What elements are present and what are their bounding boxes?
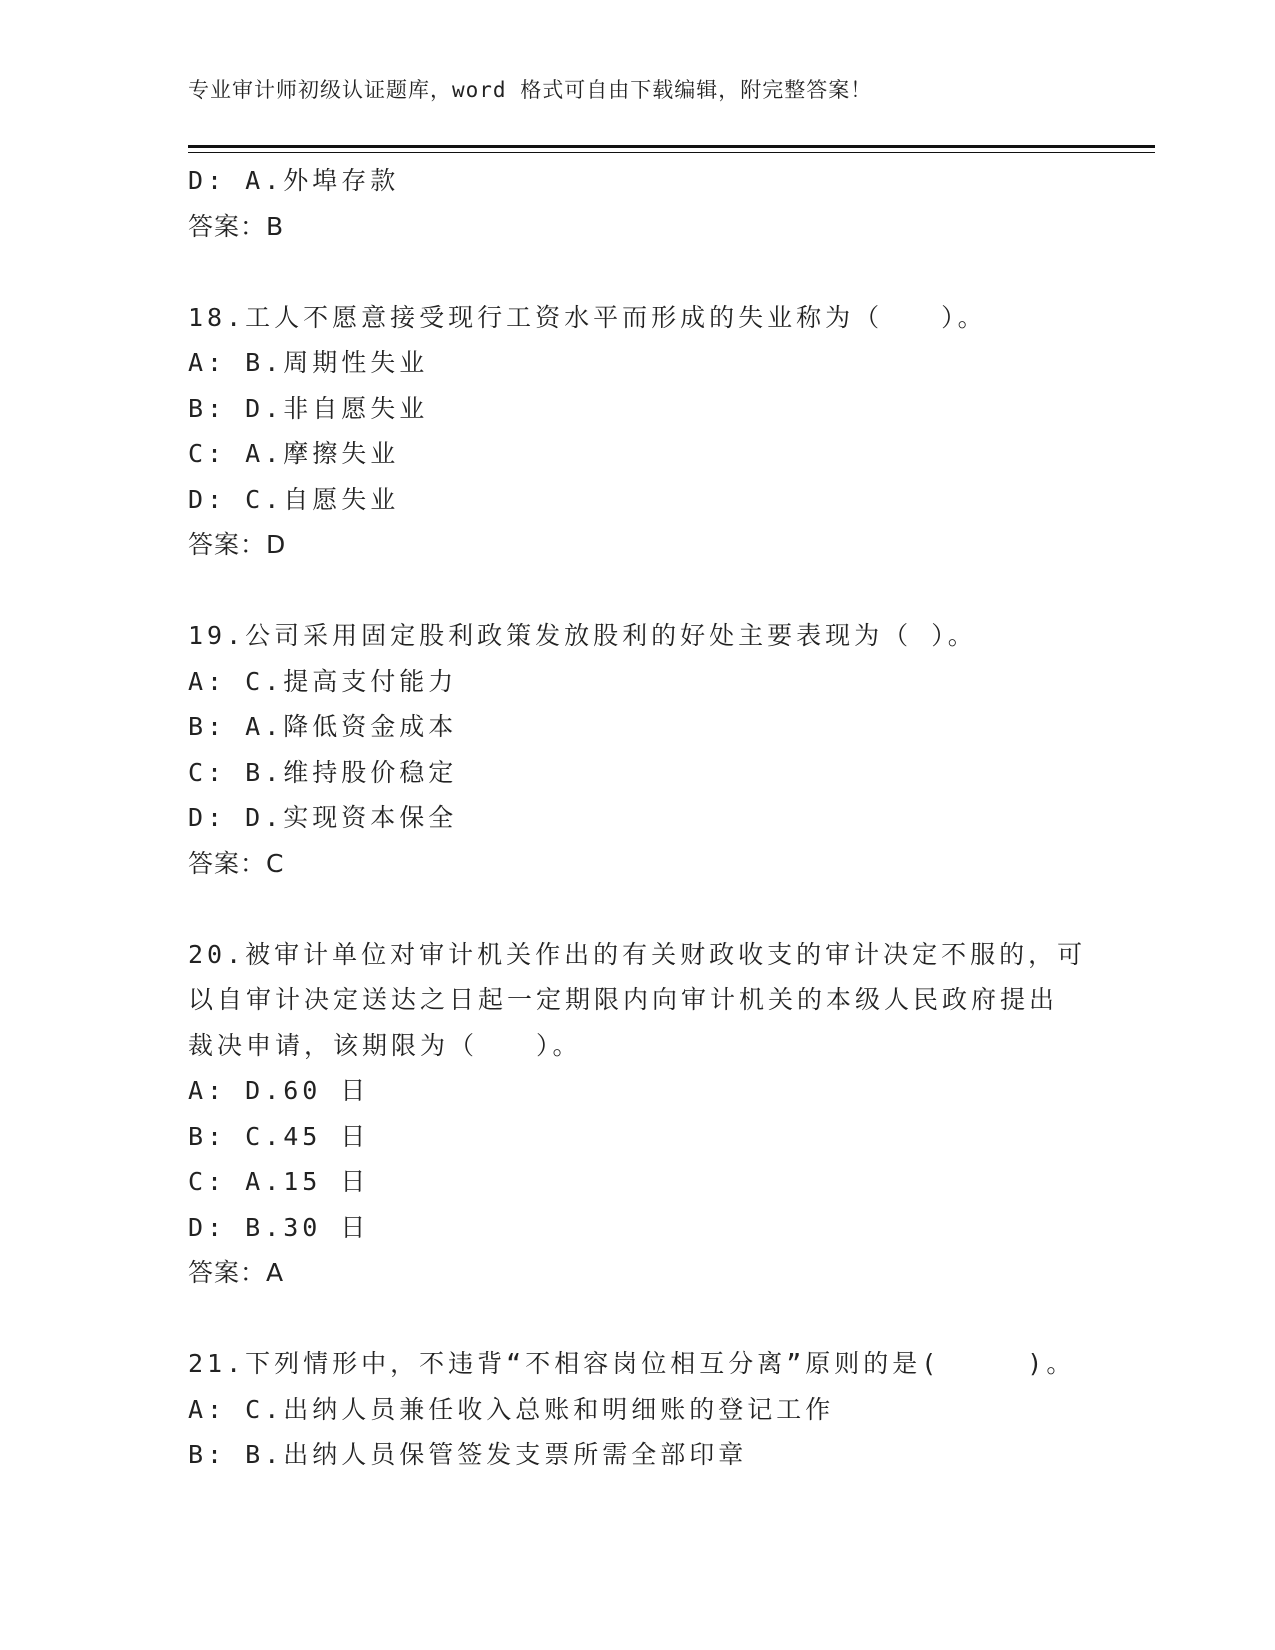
question-content [188,158,1148,1478]
question-stem: 21.下列情形中，不违背“不相容岗位相互分离”原则的是( )。 [188,1349,1076,1378]
option-b: B: D.非自愿失业 [188,393,429,423]
option-b: B: C.45 日 [188,1121,370,1151]
page-header: 专业审计师初级认证题库，word 格式可自由下载编辑，附完整答案！ [188,78,873,102]
option-a: A: C.提高支付能力 [188,666,458,696]
answer-line: 答案：D [188,530,287,559]
question-stem-line: 以自审计决定送达之日起一定期限内向审计机关的本级人民政府提出 [188,985,1059,1014]
spacer [188,886,1148,932]
option-d: D: A.外埠存款 [188,166,400,195]
answer-line: 答案：B [188,211,285,241]
option-b: B: A.降低资金成本 [188,712,458,741]
option-b: B: B.出纳人员保管签发支票所需全部印章 [188,1440,748,1469]
spacer [188,568,1148,614]
spacer [188,1296,1148,1342]
option-d: D: C.自愿失业 [188,484,400,514]
option-c: C: A.摩擦失业 [188,439,400,468]
question-stem: 18.工人不愿意接受现行工资水平而形成的失业称为（ ）。 [188,302,987,332]
option-c: C: B.维持股价稳定 [188,757,458,787]
header-divider-thin [188,152,1155,153]
question-stem: 19.公司采用固定股利政策发放股利的好处主要表现为（ ）。 [188,621,977,650]
option-a: A: C.出纳人员兼任收入总账和明细账的登记工作 [188,1394,835,1424]
question-stem-line: 裁决申请，该期限为（ ）。 [188,1030,582,1060]
header-divider-thick [188,145,1155,148]
answer-line: 答案：C [188,848,285,878]
option-d: D: D.实现资本保全 [188,803,458,832]
spacer [188,249,1148,295]
question-stem-line: 20.被审计单位对审计机关作出的有关财政收支的审计决定不服的，可 [188,939,1087,969]
answer-line: 答案：A [188,1258,285,1287]
option-a: A: D.60 日 [188,1076,370,1105]
option-c: C: A.15 日 [188,1167,370,1196]
option-a: A: B.周期性失业 [188,348,429,377]
option-d: D: B.30 日 [188,1212,370,1242]
